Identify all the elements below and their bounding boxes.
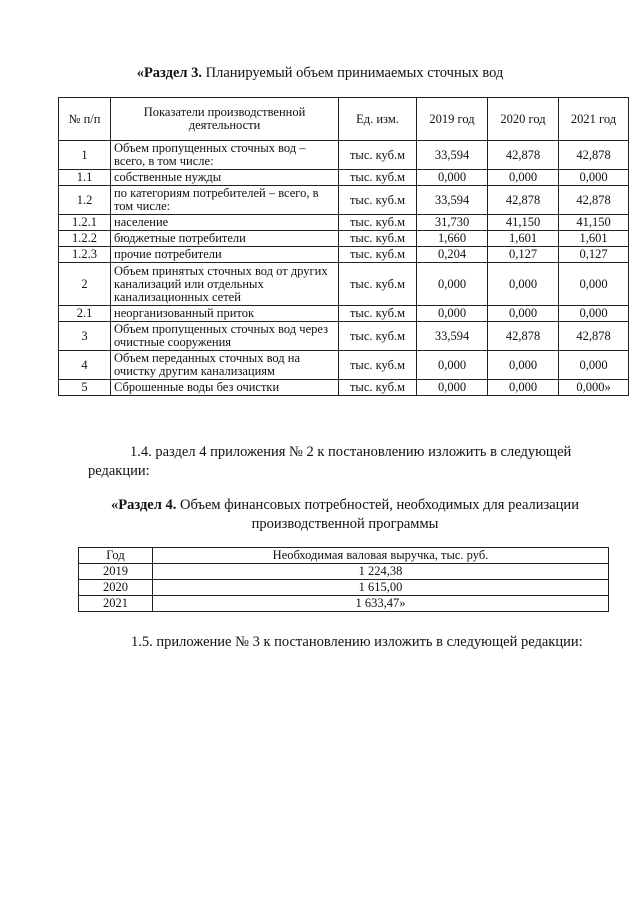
row-2020: 0,000 [488,170,559,186]
row-unit: тыс. куб.м [339,263,417,306]
table-row [79,580,609,596]
row-2019: 33,594 [417,186,488,215]
row-2021: 42,878 [559,141,629,170]
row-unit: тыс. куб.м [339,215,417,231]
row-num: 1.2.2 [59,231,111,247]
row-2019: 0,000 [417,351,488,380]
row-num: 2 [59,263,111,306]
row-unit: тыс. куб.м [339,186,417,215]
table-row [59,247,629,263]
row-2021: 1,601 [559,231,629,247]
paragraph-1-4: 1.4. раздел 4 приложения № 2 к постановлению изложить в следующей редакции: [88,444,572,479]
row-year: 2020 [79,580,153,596]
header-2020: 2020 год [488,98,559,141]
row-2019: 31,730 [417,215,488,231]
table-row [59,231,629,247]
row-num: 1.1 [59,170,111,186]
row-num: 2.1 [59,306,111,322]
row-2020: 0,000 [488,380,559,396]
row-value: 1 633,47» [153,596,609,612]
row-2021: 0,000 [559,263,629,306]
row-2021: 0,000 [559,306,629,322]
row-2019: 0,000 [417,263,488,306]
row-2021: 0,000» [559,380,629,396]
row-name: по категориям потребителей – всего, в том числе: [111,186,339,215]
header-revenue: Необходимая валовая выручка, тыс. руб. [153,548,609,564]
row-2019: 1,660 [417,231,488,247]
header-year: Год [79,548,153,564]
section-4-title-text: Объем финансовых потребностей, необходимых для реализации производственной программы [176,497,579,532]
row-unit: тыс. куб.м [339,170,417,186]
table-row [59,380,629,396]
paragraph-1-5: 1.5. приложение № 3 к постановлению изложить в следующей редакции: [131,634,583,650]
row-unit: тыс. куб.м [339,380,417,396]
table-row [59,351,629,380]
row-2020: 0,127 [488,247,559,263]
row-2019: 0,000 [417,170,488,186]
row-unit: тыс. куб.м [339,306,417,322]
row-2020: 1,601 [488,231,559,247]
row-2019: 33,594 [417,322,488,351]
row-value: 1 615,00 [153,580,609,596]
row-2021: 42,878 [559,186,629,215]
row-name: население [111,215,339,231]
header-unit: Ед. изм. [339,98,417,141]
table-header-row [59,98,629,141]
row-2019: 0,000 [417,306,488,322]
row-num: 1.2 [59,186,111,215]
section-3-title [0,65,640,82]
row-year: 2021 [79,596,153,612]
section-3-title-text: Планируемый объем принимаемых сточных вод [202,65,504,81]
row-2019: 0,204 [417,247,488,263]
row-unit: тыс. куб.м [339,247,417,263]
row-unit: тыс. куб.м [339,351,417,380]
header-2019: 2019 год [417,98,488,141]
row-num: 1.2.3 [59,247,111,263]
row-2021: 42,878 [559,322,629,351]
row-2020: 42,878 [488,141,559,170]
table-row [59,322,629,351]
header-num: № п/п [59,98,111,141]
table-row [59,215,629,231]
table-row [59,170,629,186]
row-value: 1 224,38 [153,564,609,580]
table-header-row [79,548,609,564]
section-4-table [78,547,609,612]
row-2021: 0,127 [559,247,629,263]
row-2021: 0,000 [559,170,629,186]
row-2021: 41,150 [559,215,629,231]
table-row [59,306,629,322]
row-2019: 33,594 [417,141,488,170]
row-name: собственные нужды [111,170,339,186]
row-num: 5 [59,380,111,396]
row-year: 2019 [79,564,153,580]
row-name: Объем пропущенных сточных вод – всего, в том числе: [111,141,339,170]
section-4-title-bold: «Раздел 4. [111,497,177,513]
row-num: 4 [59,351,111,380]
row-name: Объем пропущенных сточных вод через очистные сооружения [111,322,339,351]
row-name: Сброшенные воды без очистки [111,380,339,396]
row-2020: 42,878 [488,322,559,351]
row-unit: тыс. куб.м [339,322,417,351]
row-2020: 42,878 [488,186,559,215]
row-num: 3 [59,322,111,351]
row-2019: 0,000 [417,380,488,396]
table-row [59,141,629,170]
row-unit: тыс. куб.м [339,141,417,170]
table-row [79,596,609,612]
row-2020: 0,000 [488,263,559,306]
table-row [79,564,609,580]
row-num: 1 [59,141,111,170]
row-name: Объем принятых сточных вод от других канализаций или отдельных канализационных сетей [111,263,339,306]
section-4-title [90,496,600,534]
row-2021: 0,000 [559,351,629,380]
row-name: бюджетные потребители [111,231,339,247]
row-num: 1.2.1 [59,215,111,231]
header-indicator: Показатели производственной деятельности [111,98,339,141]
row-2020: 0,000 [488,351,559,380]
row-unit: тыс. куб.м [339,231,417,247]
row-2020: 41,150 [488,215,559,231]
section-3-table [58,97,629,396]
row-name: прочие потребители [111,247,339,263]
table-row [59,186,629,215]
table-row [59,263,629,306]
section-3-title-bold: «Раздел 3. [136,65,203,81]
row-2020: 0,000 [488,306,559,322]
row-name: неорганизованный приток [111,306,339,322]
row-name: Объем переданных сточных вод на очистку другим канализациям [111,351,339,380]
header-2021: 2021 год [559,98,629,141]
